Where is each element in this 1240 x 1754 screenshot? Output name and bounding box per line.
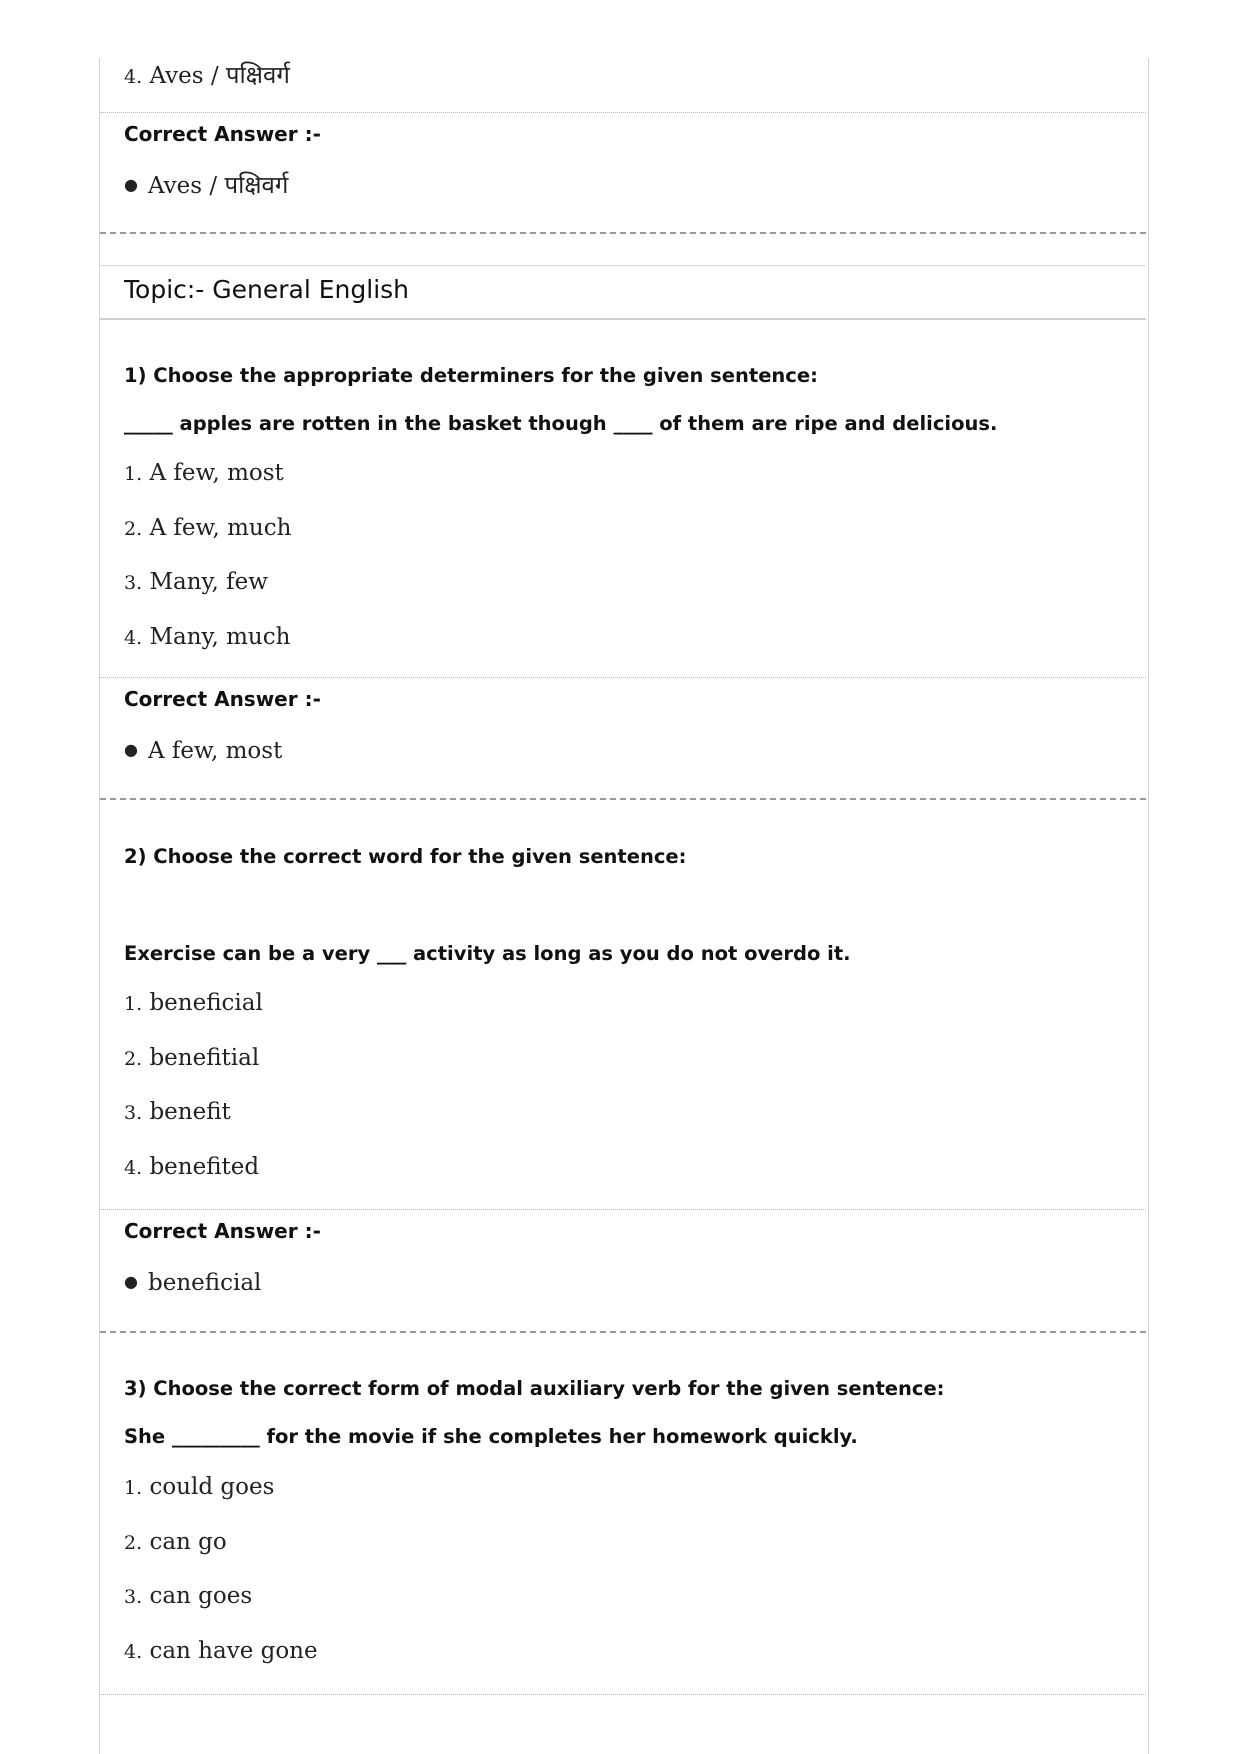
prev-option-4	[124, 58, 290, 91]
bullet-icon: ●	[124, 1272, 138, 1291]
option-text: benefitial	[149, 1045, 260, 1071]
option-number: 2.	[124, 1532, 143, 1554]
option-number: 2.	[124, 518, 143, 540]
option-text: A few, most	[149, 460, 284, 486]
question-1-title: 1) Choose the appropriate determiners for the given sentence:	[124, 364, 818, 387]
question-3-option-1	[124, 1474, 274, 1500]
question-separator	[100, 1331, 1146, 1333]
option-text: can have gone	[149, 1638, 318, 1664]
option-text: can goes	[149, 1583, 253, 1609]
divider	[100, 112, 1146, 113]
question-2-option-4	[124, 1154, 259, 1180]
correct-answer	[124, 738, 282, 764]
option-number: 4.	[124, 66, 143, 88]
question-2-title: 2) Choose the correct word for the given sentence:	[124, 845, 687, 868]
question-1-sentence: _____ apples are rotten in the basket though ____ of them are ripe and delicious.	[124, 412, 998, 435]
question-2-sentence: Exercise can be a very ___ activity as long as you do not overdo it.	[124, 942, 851, 965]
option-number: 1.	[124, 1477, 143, 1499]
option-text: benefited	[149, 1154, 260, 1180]
divider	[100, 677, 1146, 678]
option-text: benefit	[149, 1099, 231, 1125]
question-separator	[100, 798, 1146, 800]
option-text: Aves /	[149, 63, 226, 89]
bullet-icon: ●	[124, 740, 138, 759]
correct-answer-label: Correct Answer :-	[124, 122, 321, 146]
answer-text-hindi: पक्षिवर्ग	[224, 171, 289, 199]
correct-answer-label: Correct Answer :-	[124, 687, 321, 711]
option-number: 1.	[124, 463, 143, 485]
answer-text: A few, most	[148, 738, 283, 764]
question-3-sentence: She _________ for the movie if she completes her homework quickly.	[124, 1425, 858, 1448]
option-number: 3.	[124, 1102, 143, 1124]
question-1-option-3	[124, 569, 268, 595]
question-2-option-3	[124, 1099, 231, 1125]
option-number: 3.	[124, 572, 143, 594]
question-separator	[100, 232, 1146, 234]
question-3-option-2	[124, 1529, 227, 1555]
option-number: 3.	[124, 1586, 143, 1608]
option-text: A few, much	[149, 515, 292, 541]
question-2-option-1	[124, 990, 263, 1016]
option-number: 4.	[124, 627, 143, 649]
option-number: 4.	[124, 1157, 143, 1179]
question-1-option-1	[124, 460, 284, 486]
option-number: 1.	[124, 993, 143, 1015]
option-text: could goes	[149, 1474, 275, 1500]
question-1-option-4	[124, 624, 290, 650]
option-text: can go	[149, 1529, 227, 1555]
bullet-icon: ●	[124, 175, 138, 194]
answer-text: Aves /	[148, 173, 225, 199]
topic-title: Topic:- General English	[124, 275, 410, 304]
correct-answer-label: Correct Answer :-	[124, 1219, 321, 1243]
divider	[100, 1209, 1146, 1210]
option-text: Many, few	[149, 569, 268, 595]
question-3-option-4	[124, 1638, 318, 1664]
option-number: 2.	[124, 1048, 143, 1070]
answer-text: beneficial	[148, 1270, 262, 1296]
question-2-option-2	[124, 1045, 259, 1071]
question-3-title: 3) Choose the correct form of modal auxiliary verb for the given sentence:	[124, 1377, 945, 1400]
option-text: beneficial	[149, 990, 263, 1016]
correct-answer	[124, 168, 288, 201]
option-text: Many, much	[149, 624, 291, 650]
divider	[100, 1694, 1146, 1695]
option-number: 4.	[124, 1641, 143, 1663]
correct-answer	[124, 1270, 261, 1296]
question-1-option-2	[124, 515, 291, 541]
question-3-option-3	[124, 1583, 252, 1609]
option-text-hindi: पक्षिवर्ग	[225, 61, 290, 89]
